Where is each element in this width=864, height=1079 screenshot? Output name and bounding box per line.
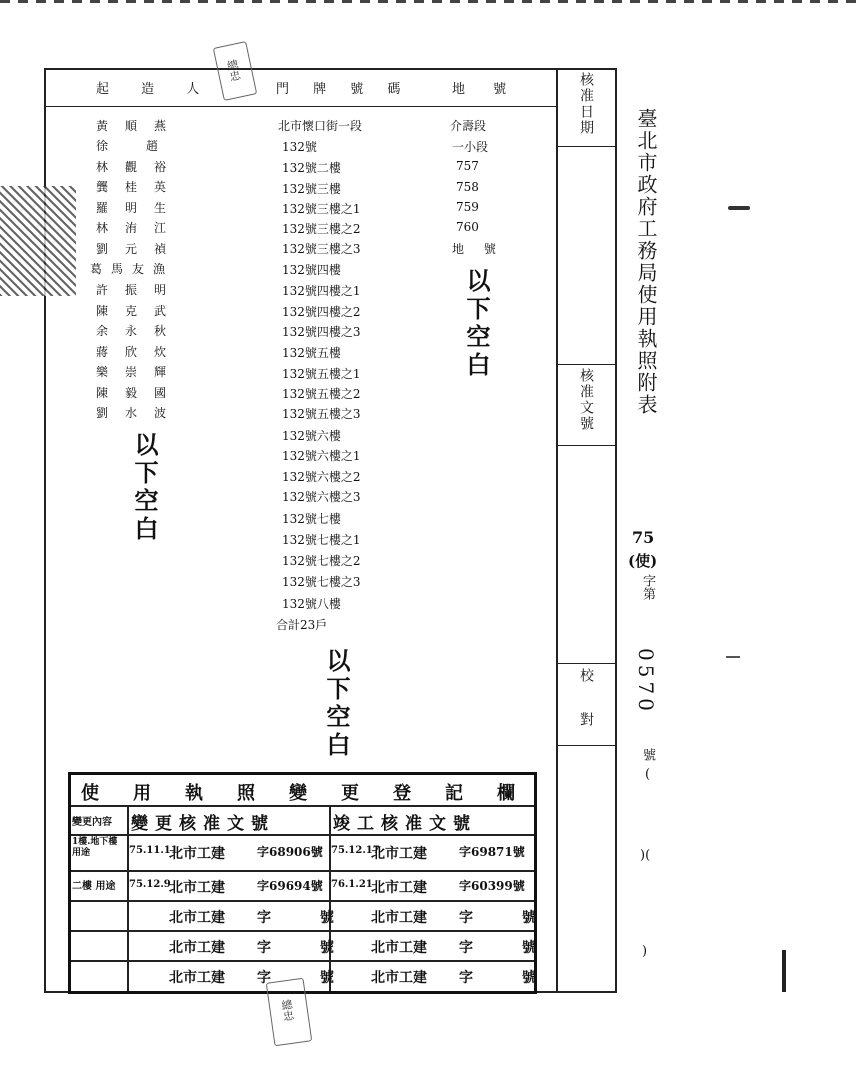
permit-year: 75 xyxy=(632,528,655,547)
list-item: 132號七樓之2 xyxy=(282,554,361,568)
row-change-date: 75.11.11 xyxy=(129,845,178,856)
list-item: 林洧江 xyxy=(96,221,184,235)
page-title: 臺北市政府工務局使用執照附表 xyxy=(634,108,658,416)
list-item: 132號三樓 xyxy=(282,182,341,196)
list-item: 132號七樓 xyxy=(282,512,341,526)
row-complete-no: 字 號 xyxy=(459,910,558,926)
list-item: 760 xyxy=(456,220,479,234)
list-item: 132號三樓之2 xyxy=(282,222,361,236)
row-complete-org: 北市工建 xyxy=(371,846,427,862)
change-register-table xyxy=(68,772,558,994)
row-change-org: 北市工建 xyxy=(169,880,225,896)
side-divider-3 xyxy=(556,445,616,446)
register-hline xyxy=(71,870,534,872)
row-complete-no: 字60399號 xyxy=(459,879,525,893)
scan-artifact-right-3 xyxy=(782,950,786,992)
list-item: 758 xyxy=(456,180,479,194)
blank-note-land xyxy=(462,268,490,386)
list-item: 132號 xyxy=(282,140,317,154)
list-item: 132號四樓之1 xyxy=(282,284,361,298)
row-change-no: 字69694號 xyxy=(257,879,323,893)
stamp-text: 總忠 xyxy=(224,58,242,83)
register-col-complete: 竣工核准文號 xyxy=(333,814,477,834)
list-item: 樂崇輝 xyxy=(96,365,184,379)
scan-artifact-top xyxy=(0,0,864,3)
row-item: 1樓.地下樓 用途 xyxy=(72,837,118,858)
list-item: 劉元禎 xyxy=(96,242,184,256)
list-item: 132號六樓之3 xyxy=(282,490,361,504)
list-item: 757 xyxy=(456,159,479,173)
list-item: 介壽段 xyxy=(450,119,487,133)
blank-bracket-2: ) xyxy=(642,944,648,959)
list-item: 林觀裕 xyxy=(96,160,184,174)
proofread-label: 校對 xyxy=(578,668,594,756)
permit-number: 0570 xyxy=(634,648,658,715)
header-applicant: 起 造 人 xyxy=(96,82,214,97)
header-underline xyxy=(44,106,557,107)
list-item: 劉水波 xyxy=(96,406,184,420)
list-item: 759 xyxy=(456,200,479,214)
register-hline xyxy=(71,834,534,836)
seal-stamp-top xyxy=(213,41,257,101)
side-divider-4 xyxy=(556,663,616,664)
approval-date-label: 核准日期 xyxy=(578,72,594,136)
list-item: 132號四樓 xyxy=(282,263,341,277)
row-complete-no: 字 號 xyxy=(459,970,558,986)
side-divider-2 xyxy=(556,364,616,365)
row-change-org: 北市工建 xyxy=(169,910,225,926)
row-complete-org: 北市工建 xyxy=(371,970,427,986)
list-item: 龔桂英 xyxy=(96,180,184,194)
list-item: 132號四樓之3 xyxy=(282,325,361,339)
list-item: 132號六樓 xyxy=(282,429,341,443)
header-land-number: 地 號 xyxy=(452,82,519,97)
list-item: 132號四樓之2 xyxy=(282,305,361,319)
list-item: 陳克武 xyxy=(96,304,184,318)
list-item: 132號三樓之1 xyxy=(282,202,361,216)
list-item: 合計23戶 xyxy=(276,618,328,632)
row-complete-org: 北市工建 xyxy=(371,880,427,896)
list-item: 黃順燕 xyxy=(96,119,184,133)
list-item: 132號七樓之1 xyxy=(282,533,361,547)
blank-bracket-1: )( xyxy=(640,848,651,863)
side-column-right-line xyxy=(615,68,617,993)
list-item: 許振明 xyxy=(96,283,184,297)
list-item: 132號五樓 xyxy=(282,346,341,360)
side-divider-1 xyxy=(556,146,616,147)
row-change-no: 字 號 xyxy=(257,910,356,926)
list-item: 132號六樓之1 xyxy=(282,449,361,463)
row-complete-date: 75.12.17 xyxy=(331,845,380,856)
list-item: 葛馬友漁 xyxy=(90,262,175,276)
row-change-no: 字68906號 xyxy=(257,845,323,859)
register-col-item: 變更內容 xyxy=(72,817,112,828)
list-item: 地 號 xyxy=(452,242,504,256)
register-col-change: 變更核准文號 xyxy=(131,814,275,834)
register-vline xyxy=(127,805,129,991)
register-hline xyxy=(71,900,534,902)
row-change-org: 北市工建 xyxy=(169,846,225,862)
row-change-org: 北市工建 xyxy=(169,970,225,986)
list-item: 132號八樓 xyxy=(282,597,341,611)
register-hline xyxy=(71,960,534,962)
hao-label: 號( xyxy=(640,748,655,788)
zi-di-label: 字第 xyxy=(640,574,655,600)
row-change-no: 字 號 xyxy=(257,970,356,986)
list-item: 132號二樓 xyxy=(282,161,341,175)
blank-note-text: 以下空白 xyxy=(322,648,351,760)
blank-note-text: 以下空白 xyxy=(462,268,491,380)
list-item: 一小段 xyxy=(452,140,489,154)
list-item: 132號五樓之3 xyxy=(282,407,361,421)
row-complete-no: 字69871號 xyxy=(459,845,525,859)
row-complete-no: 字 號 xyxy=(459,940,558,956)
scan-artifact-left xyxy=(0,186,76,296)
list-item: 蔣欣炊 xyxy=(96,345,184,359)
blank-note-addresses xyxy=(322,648,350,766)
register-vline xyxy=(329,805,331,991)
row-complete-org: 北市工建 xyxy=(371,940,427,956)
row-change-org: 北市工建 xyxy=(169,940,225,956)
side-column-left-line xyxy=(556,68,558,993)
header-house-number: 門 牌 號 碼 xyxy=(276,82,411,97)
list-item: 北市懷口街一段 xyxy=(278,119,363,133)
register-hline xyxy=(71,805,534,807)
list-item: 徐 趙 xyxy=(96,139,175,153)
list-item: 132號七樓之3 xyxy=(282,575,361,589)
list-item: 陳毅國 xyxy=(96,386,184,400)
register-title: 使用執照變更登記欄 xyxy=(81,783,549,804)
approval-doc-label: 核准文號 xyxy=(578,368,594,432)
frame-top-line xyxy=(44,68,616,70)
row-complete-date: 76.1.21 xyxy=(331,879,373,890)
blank-note-text: 以下空白 xyxy=(130,432,159,544)
stamp-text: 總忠 xyxy=(279,998,296,1023)
row-change-no: 字 號 xyxy=(257,940,356,956)
list-item: 羅明生 xyxy=(96,201,184,215)
row-change-date: 75.12.9 xyxy=(129,879,171,890)
list-item: 132號五樓之2 xyxy=(282,387,361,401)
list-item: 132號五樓之1 xyxy=(282,367,361,381)
list-item: 余永秋 xyxy=(96,324,184,338)
list-item: 132號三樓之3 xyxy=(282,242,361,256)
permit-category: (使) xyxy=(628,552,658,570)
scan-artifact-right-2 xyxy=(726,656,740,658)
row-complete-org: 北市工建 xyxy=(371,910,427,926)
register-hline xyxy=(71,930,534,932)
list-item: 132號六樓之2 xyxy=(282,470,361,484)
blank-note-applicants xyxy=(130,432,158,550)
scan-artifact-right-1 xyxy=(728,206,750,210)
row-item: 二樓 用途 xyxy=(72,881,116,892)
